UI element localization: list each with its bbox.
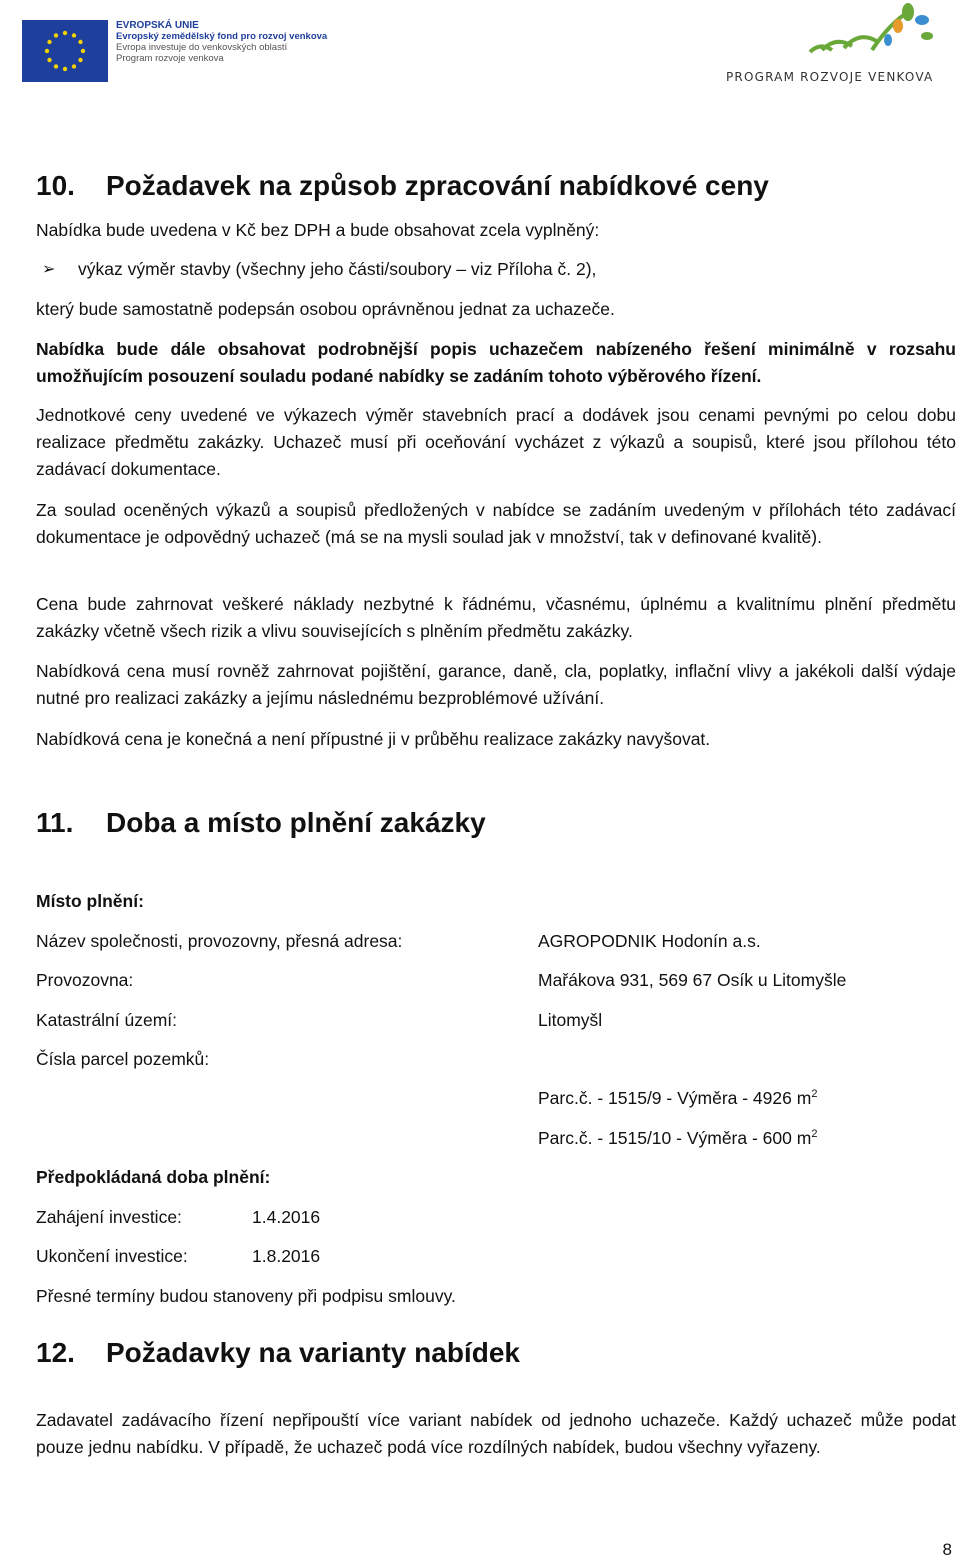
section-10-title: Požadavek na způsob zpracování nabídkové ceny [106, 170, 769, 201]
s10-paragraph-5: Za soulad oceněných výkazů a soupisů předložených v nabídce se zadáním uvedeným v přílohách této zadávací dokumentace je odpovědný uchazeč (má se na mysli soulad jak v množství, tak v definované kvalitě). [36, 500, 956, 547]
s10-paragraph-8: Nabídková cena je konečná a není přípustné ji v průběhu realizace zakázky navyšovat. [36, 729, 711, 749]
s10-paragraph-6: Cena bude zahrnovat veškeré náklady nezbytné k řádnému, včasnému, úplnému a kvalitnímu plnění předmětu zakázky včetně všech rizik a vlivu souvisejících s plněním předmětu zakázky. [36, 594, 956, 641]
label-parcels: Čísla parcel pozemků: [36, 1049, 210, 1069]
program-rozvoje-venkova-logo-icon [722, 0, 942, 100]
start-label: Zahájení investice: [36, 1207, 182, 1227]
s10-bullet-item [36, 256, 956, 283]
value-branch: Mařákova 931, 569 67 Osík u Litomyšle [538, 970, 847, 990]
s12-paragraph-1: Zadavatel zadávacího řízení nepřipouští více variant nabídek od jednoho uchazeče. Každý uchazeč může podat pouze jednu nabídku. V případě, že uchazeč podá více rozdílných nabídek, budou všechny vyřazeny. [36, 1410, 956, 1457]
section-10-heading [36, 170, 769, 202]
start-value: 1.4.2016 [252, 1207, 321, 1227]
end-label: Ukončení investice: [36, 1246, 188, 1266]
section-11-number: 11. [36, 807, 74, 838]
s10-bullet-text: výkaz výměr stavby (všechny jeho části/soubory – viz Příloha č. 2), [78, 259, 597, 279]
label-company: Název společnosti, provozovny, přesná adresa: [36, 931, 403, 951]
eu-line4: Program rozvoje venkova [116, 53, 224, 64]
s10-paragraph-3: Nabídka bude dále obsahovat podrobnější popis uchazečem nabízeného řešení minimálně v rozsahu umožňujícím posouzení souladu podané nabídky se zadáním tohoto výběrového řízení. [36, 339, 956, 386]
eu-line2: Evropský zemědělský fond pro rozvoj venkova [116, 31, 328, 42]
eu-logo-text [116, 20, 327, 64]
parcel-2 [538, 1126, 817, 1150]
value-company: AGROPODNIK Hodonín a.s. [538, 931, 761, 951]
eu-logo [22, 20, 342, 88]
s10-paragraph-4a: Jednotkové ceny uvedené ve výkazech výměr stavebních prací a dodávek jsou cenami pevnými po celou dobu realizace předmětu zakázky. [36, 405, 956, 452]
section-10-number: 10. [36, 170, 75, 201]
s10-paragraph-7: Nabídková cena musí rovněž zahrnovat pojištění, garance, daně, cla, poplatky, inflační vlivy a jakékoli další výdaje nutné pro realizaci zakázky a jejímu následnému bezproblémové užívání. [36, 661, 956, 708]
place-heading: Místo plnění: [36, 891, 144, 911]
section-12-heading [36, 1337, 520, 1369]
label-cadastral: Katastrální území: [36, 1010, 178, 1030]
page-header [0, 0, 960, 110]
eu-line3: Evropa investuje do venkovských oblastí [116, 42, 288, 53]
end-value: 1.8.2016 [252, 1246, 321, 1266]
terms-note: Přesné termíny budou stanoveny při podpisu smlouvy. [36, 1286, 456, 1306]
section-12-title: Požadavky na varianty nabídek [106, 1337, 520, 1368]
label-branch: Provozovna: [36, 970, 134, 990]
time-heading: Předpokládaná doba plnění: [36, 1167, 271, 1187]
s10-paragraph-4b: Uchazeč musí při oceňování vycházet z výkazů a soupisů, které jsou přílohou této zadávací dokumentace. [36, 432, 956, 479]
s10-paragraph-2: který bude samostatně podepsán osobou oprávněnou jednat za uchazeče. [36, 299, 615, 319]
prv-logo-text: PROGRAM ROZVOJE VENKOVA [726, 70, 934, 84]
parcel-1-text: Parc.č. - 1515/9 - Výměra - 4926 m [538, 1088, 812, 1108]
parcel-2-sup: 2 [811, 1128, 818, 1140]
arrow-bullet-icon: ➢ [42, 261, 56, 278]
eu-line1: EVROPSKÁ UNIE [116, 20, 199, 31]
section-12-number: 12. [36, 1337, 75, 1368]
s10-paragraph-1: Nabídka bude uvedena v Kč bez DPH a bude obsahovat zcela vyplněný: [36, 220, 600, 240]
page-number: 8 [942, 1540, 952, 1559]
eu-flag-icon [22, 20, 108, 82]
value-cadastral: Litomyšl [538, 1010, 603, 1030]
section-11-heading [36, 807, 486, 839]
parcel-1-sup: 2 [811, 1088, 818, 1100]
parcel-2-text: Parc.č. - 1515/10 - Výměra - 600 m [538, 1128, 812, 1148]
parcel-1 [538, 1086, 817, 1110]
section-11-title: Doba a místo plnění zakázky [106, 807, 486, 838]
s10-paragraph-4 [36, 402, 956, 483]
